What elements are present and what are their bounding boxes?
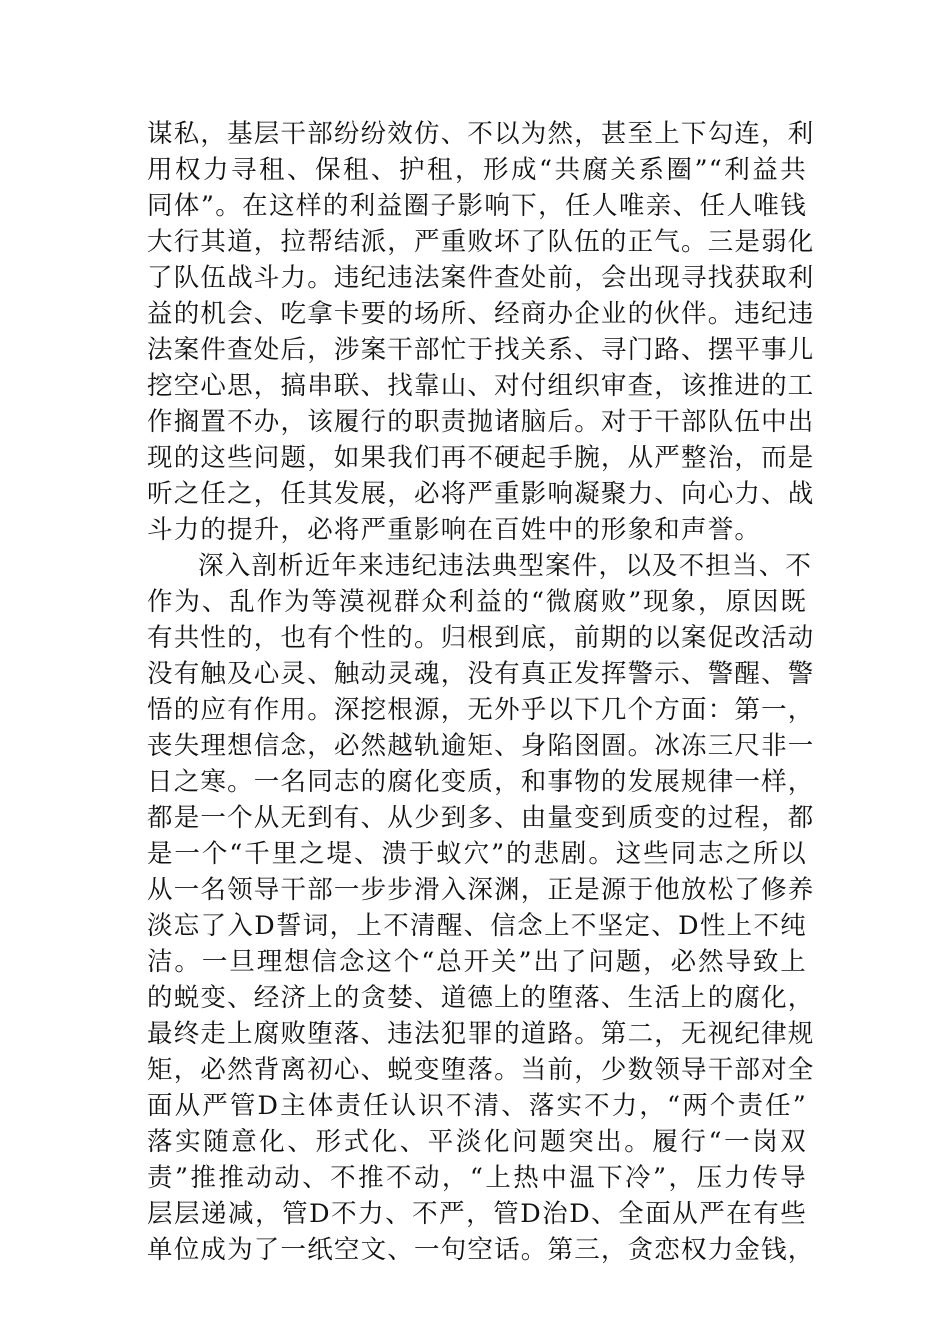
text-line: 落实随意化、形式化、平淡化问题突出。履行“一岗双 (147, 1127, 807, 1157)
text-line: 益的机会、吃拿卡要的场所、经商办企业的伙伴。违纪违 (147, 299, 815, 329)
text-line: 洁。一旦理想信念这个“总开关”出了问题，必然导致上 (147, 947, 807, 977)
text-line: 最终走上腐败堕落、违法犯罪的道路。第二，无视纪律规 (147, 1019, 815, 1049)
text-line: 谋私，基层干部纷纷效仿、不以为然，甚至上下勾连，利 (147, 119, 815, 149)
text-line: 责”推推动动、不推不动，“上热中温下冷”，压力传导 (147, 1163, 807, 1193)
text-line: 层层递减，管D不力、不严，管D治D、全面从严在有些 (147, 1199, 807, 1229)
text-line: 法案件查处后，涉案干部忙于找关系、寻门路、摆平事儿 (147, 335, 815, 365)
text-line: 挖空心思，搞串联、找靠山、对付组织审查，该推进的工 (147, 371, 815, 401)
text-line: 听之任之，任其发展，必将严重影响凝聚力、向心力、战 (147, 479, 815, 509)
paragraph-start-line: 深入剖析近年来违纪违法典型案件，以及不担当、不 (198, 551, 813, 581)
text-line: 悟的应有作用。深挖根源，无外乎以下几个方面：第一， (147, 695, 815, 725)
text-line: 丧失理想信念，必然越轨逾矩、身陷囹圄。冰冻三尺非一 (147, 731, 815, 761)
text-line: 面从严管D主体责任认识不清、落实不力，“两个责任” (147, 1091, 807, 1121)
text-line: 没有触及心灵、触动灵魂，没有真正发挥警示、警醒、警 (147, 659, 815, 689)
text-line: 用权力寻租、保租、护租，形成“共腐关系圈”“利益共 (147, 155, 807, 185)
text-line: 了队伍战斗力。违纪违法案件查处前，会出现寻找获取利 (147, 263, 815, 293)
text-line: 有共性的，也有个性的。归根到底，前期的以案促改活动 (147, 623, 815, 653)
text-line: 同体”。在这样的利益圈子影响下，任人唯亲、任人唯钱 (147, 191, 807, 221)
text-line: 都是一个从无到有、从少到多、由量变到质变的过程，都 (147, 803, 815, 833)
paragraph-end-line: 斗力的提升，必将严重影响在百姓中的形象和声誉。 (147, 515, 762, 545)
text-line: 作搁置不办，该履行的职责抛诸脑后。对于干部队伍中出 (147, 407, 815, 437)
text-line: 是一个“千里之堤、溃于蚁穴”的悲剧。这些同志之所以 (147, 839, 807, 869)
text-line: 单位成为了一纸空文、一句空话。第三，贪恋权力金钱， (147, 1235, 815, 1265)
text-line: 现的这些问题，如果我们再不硬起手腕，从严整治，而是 (147, 443, 815, 473)
text-line: 矩，必然背离初心、蜕变堕落。当前，少数领导干部对全 (147, 1055, 815, 1085)
text-line: 大行其道，拉帮结派，严重败坏了队伍的正气。三是弱化 (147, 227, 815, 257)
text-line: 的蜕变、经济上的贪婪、道德上的堕落、生活上的腐化， (147, 983, 815, 1013)
text-line: 从一名领导干部一步步滑入深渊，正是源于他放松了修养 (147, 875, 815, 905)
text-line: 淡忘了入D誓词，上不清醒、信念上不坚定、D性上不纯 (147, 911, 807, 941)
text-line: 日之寒。一名同志的腐化变质，和事物的发展规律一样， (147, 767, 815, 797)
text-line: 作为、乱作为等漠视群众利益的“微腐败”现象，原因既 (147, 587, 807, 617)
